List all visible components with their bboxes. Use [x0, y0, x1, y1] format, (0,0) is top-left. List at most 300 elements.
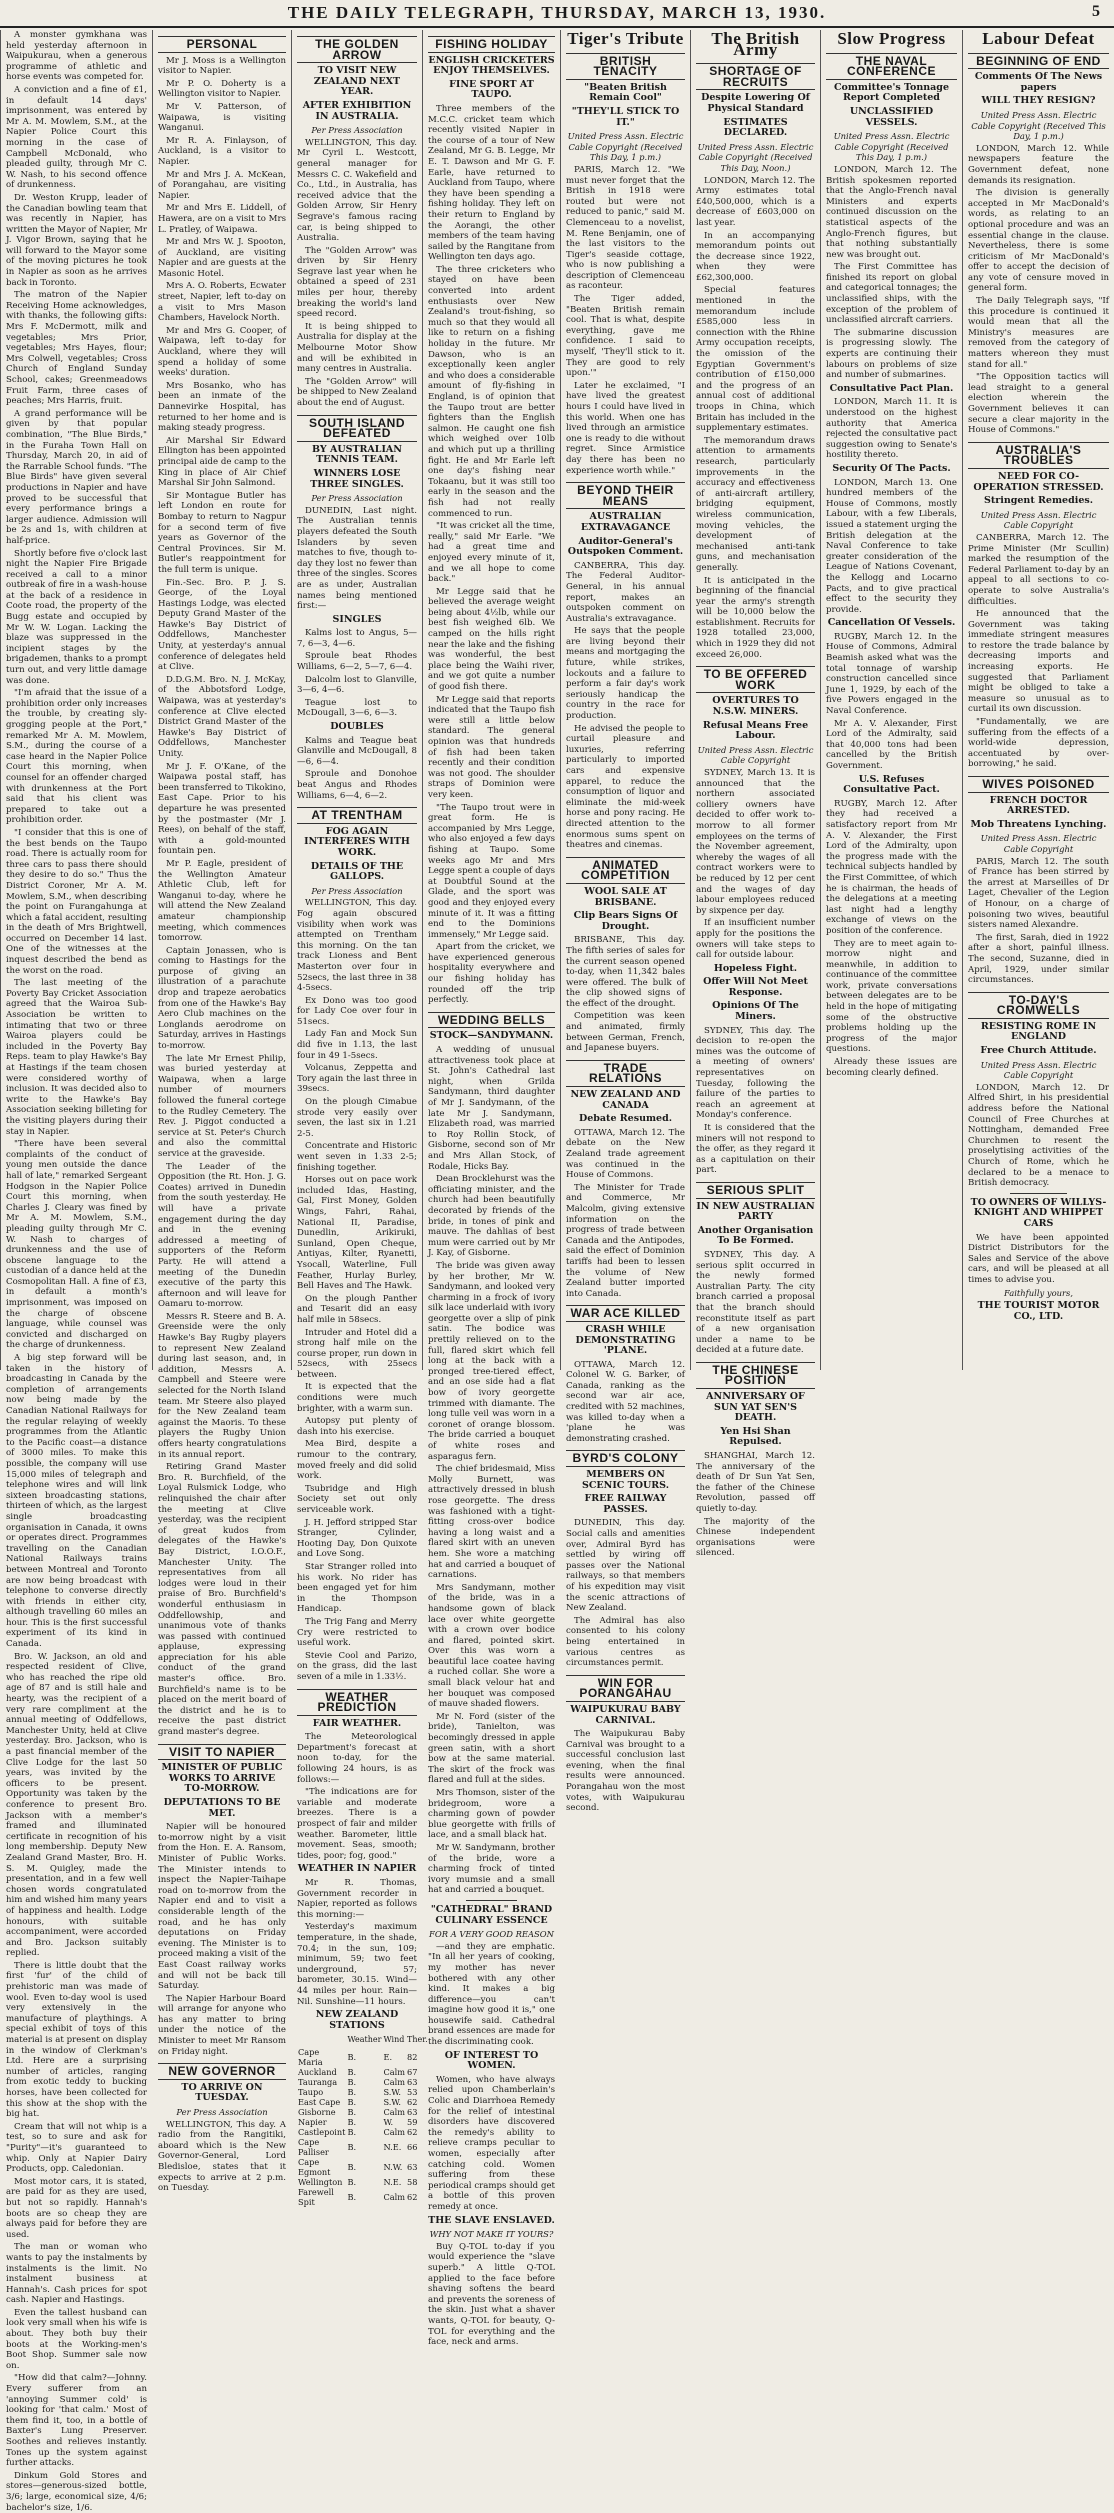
army-body	[696, 176, 815, 661]
local-news-list	[6, 30, 147, 2513]
war-ace-sub: CRASH WHILE DEMONSTRATING 'PLANE.	[575, 1323, 676, 1357]
paragraph: The first, Sarah, died in 1922 after a short, painful illness. The second, Suzanne, died in April, 1929, under similar circumstances.	[968, 932, 1109, 986]
paragraph: The Leader of the Opposition (the Rt. Hon. J. G. Coates) arrived in Dunedin from the south yesterday. He will have a private engagement during the day and in the evening addressed a meeting of supporters of the Reform Party. He will attend a meeting of the Dunedin executive of the party this afternoon and will leave for Oamaru to-morrow.	[158, 1161, 286, 1310]
table-cell: B.	[347, 2126, 357, 2137]
tennis-assoc: Per Press Association	[311, 493, 403, 504]
personal-heading: PERSONAL	[158, 36, 286, 53]
nz-stations-header-row	[297, 2034, 429, 2047]
divider	[466, 1900, 517, 1901]
means-sub: AUSTRALIAN EXTRAVAGANCE	[580, 511, 671, 533]
paragraph: Kalms lost to Angus, 5—7, 6—3, 4—6.	[297, 628, 417, 649]
paragraph: Mrs Thomson, sister of the bridegroom, wore a charming gown of powder blue georgette with frills of lace, and a small black hat.	[428, 1788, 555, 1841]
paragraph: Mr P. O. Doherty is a Wellington visitor to Napier.	[158, 78, 286, 100]
army-assoc: United Press Assn. Electric Cable Copyright (Received This Day, Noon.)	[697, 141, 814, 173]
table-cell: 62	[407, 2096, 418, 2107]
table-cell: 82	[407, 2051, 418, 2062]
table-cell: Wellington	[298, 2176, 343, 2187]
table-cell: B.	[347, 2141, 357, 2152]
paragraph: Already these issues are becoming clearly defined.	[826, 1057, 957, 1078]
paragraph: The Daily Telegraph says, "If this procedure is continued it would mean that all the Ministry's measures are removed from the category of matters whereon they must stand for all."	[968, 296, 1109, 370]
table-cell: B.	[347, 2191, 357, 2202]
labour-sub-2: Comments Of The News papers	[974, 71, 1103, 93]
table-cell: B.	[347, 2066, 357, 2077]
paragraph: Mr R. Thomas, Government recorder in Napier, reported as follows this morning:—	[297, 1878, 417, 1920]
cromwells-heading: TO-DAY'S CROMWELLS	[968, 992, 1109, 1019]
animated-sub-2: Clip Bears Signs Of Drought.	[573, 910, 678, 932]
wedding-body	[428, 1045, 555, 1896]
australia-body	[968, 533, 1109, 770]
paragraph: Stevie Cool and Parizo, on the grass, did the last seven of a mile in 1.33½.	[297, 1650, 417, 1682]
golden-arrow-assoc: Per Press Association	[311, 125, 403, 136]
paragraph: LONDON, March 12. While newspapers feature the Government defeat, none demands its resignation.	[968, 143, 1109, 186]
paragraph: It is being shipped to Australia for display at the Melbourne Motor Show and will be exhibited in many centres in Australia.	[297, 321, 417, 375]
column-cables-1	[560, 29, 690, 1814]
paragraph: —and they are emphatic. "In all her years of cooking, my mother has never bothered with any other kind. It makes a big difference—you can't imagine how good it is," one housewife said. Cathedral brand essences are made for the discriminating cook.	[428, 1941, 555, 2048]
labour-body	[968, 144, 1109, 436]
paragraph: Volcanus, Zeppetta and Tory again the last three in 39secs.	[297, 1063, 417, 1095]
paragraph: Autopsy put plenty of dash into his exercise.	[297, 1416, 417, 1437]
table-cell: B.	[347, 2116, 357, 2127]
labour-sub-3: WILL THEY RESIGN?	[981, 95, 1096, 107]
paragraph: CANBERRA, This day. The Federal Auditor-General, in his annual report, makes an outspoken comment on Australia's extravagance.	[566, 560, 685, 624]
hopeless-heading: Hopeless Fight.	[713, 962, 798, 974]
paragraph: Napier will be honoured to-morrow night by a visit from the Hon. E. A. Ransom, Minister of Public Works. The Minister intends to inspect the Napier-Taihape road on to-morrow from the Napier end and to visit a considerable length of the road, and he has only deputations on Friday evening. The Minister is to proceed making a visit of the East Coast railway works and will not be back till Saturday.	[158, 1822, 286, 1992]
paragraph: "How did that calm?—Johnny. Every sufferer from an 'annoying Summer cold' is looking for 'that calm.' Most of them find it, too, in a bottle of Baxter's Lung Preserver. Soothes and relieves instantly. Tones up the system against further attacks.	[6, 2373, 147, 2469]
cathedral-heading: "CATHEDRAL" BRAND CULINARY ESSENCE	[430, 1903, 553, 1926]
paragraph: Cream that will not whip is a test, so to sure and ask for "Purity"—it's guaranteed to whip. Only at Napier Dairy Products, opp. Caledonian.	[6, 2121, 147, 2175]
tiger-body	[566, 165, 685, 476]
paragraph: Captain Jonassen, who is coming to Hastings for the purpose of giving an illustration of a parachute drop and trapeze aerobatics from one of the Hawke's Bay Aero Club machines on the Longlands aerodrome on Saturday, arrives in Hastings to-morrow.	[158, 945, 286, 1052]
newspaper-title: THE DAILY TELEGRAPH, THURSDAY, MARCH 13, 1930.	[287, 3, 827, 22]
paragraph: The Meteorological Department's forecast at noon to-day, for the following 24 hours, is as follows:—	[297, 1732, 417, 1785]
paragraph: OTTAWA, March 12. The debate on the New Zealand trade agreement was continued in the House of Commons.	[566, 1127, 685, 1181]
paragraph: The Tiger added, "Beaten British remain cool. That is what, despite everything, gave me confidence. I said to myself, 'They'll stick to it. They are good to rely upon.'"	[566, 294, 685, 379]
army-sub-3: ESTIMATES DECLARED.	[723, 116, 788, 139]
tennis-doubles-list	[297, 736, 417, 802]
visit-subheading-2: DEPUTATIONS TO BE MET.	[163, 1797, 281, 1819]
paragraph: He says that the people are living beyond their means and mortgaging the future, while strikes, lockouts and a failure to perform a fair day's work seriously handicap the country in the race for production.	[566, 626, 685, 722]
cancel-heading: Cancellation Of Vessels.	[827, 617, 956, 629]
paragraph: Messrs R. Steere and B. A. Greenside were the only Hawke's Bay Rugby players to represent New Zealand during last season, and, in addition, Messrs A. Campbell and Steere were selected for the North Island team. Mr Steere also played for the New Zealand team against the Maoris. To these players the Rugby Union offers hearty congratulations in its annual report.	[158, 1311, 286, 1460]
australia-heading: AUSTRALIA'S TROUBLES	[968, 442, 1109, 469]
paragraph: Mr W. Sandymann, brother of the bride, wore a charming frock of tinted ivory mumsie and a small hat and carried a bouquet.	[428, 1842, 555, 1896]
paragraph: On the plough Panther and Tesarit did an easy half mile in 58secs.	[297, 1293, 417, 1325]
byrd-heading: BYRD'S COLONY	[566, 1450, 685, 1467]
interest-body	[428, 2075, 555, 2213]
tennis-sub: BY AUSTRALIAN TENNIS TEAM.	[312, 443, 402, 466]
nz-stations-table	[297, 2034, 429, 2207]
paragraph: Dr. Weston Krupp, leader of the Canadian bowling team that was recently in Napier, has written the Mayor of Napier, Mr J. Vigor Brown, saying that he will forward to the Mayor some of the moving pictures he took in Napier as soon as he arrives back in Toronto.	[6, 192, 147, 288]
paragraph: Dean Brocklehurst was the officiating minister, and the church had been beautifully decorated by friends of the bride, in tones of pink and mauve. The dahlias of best mum were carried out by Mr J. Kay, of Gisborne.	[428, 1174, 555, 1259]
table-row	[297, 2077, 429, 2087]
paragraph: "The Opposition tactics will lead straight to a general election wherein the Government believes it can secure a clear majority in the House of Commons."	[968, 372, 1109, 436]
war-ace-heading: WAR ACE KILLED	[566, 1305, 685, 1322]
wives-sub: FRENCH DOCTOR ARRESTED.	[989, 794, 1088, 817]
cathedral-sub: FOR A VERY GOOD REASON	[429, 1929, 554, 1940]
paragraph: "The Taupo trout were in great form. He is accompanied by Mrs Legge, who also enjoyed a few days fishing at Taupo. Some weeks ago Mr and Mrs Legge spent a couple of days at Doubtful Sound at the Glade, and the sport was good and they enjoyed every minute of it. It was a fitting end to the Dominions immensely," Mr Legge said.	[428, 802, 555, 940]
tennis-doubles-label: DOUBLES	[330, 721, 384, 733]
table-cell: N.E.	[383, 2141, 402, 2152]
table-cell: B.	[347, 2086, 357, 2097]
table-cell: W.	[383, 2116, 394, 2127]
advert-sign: Faithfully yours,	[1003, 1287, 1074, 1298]
slow-sub-2: Committee's Tonnage Report Completed	[833, 81, 949, 104]
visit-subheading: MINISTER OF PUBLIC WORKS TO ARRIVE TO-MORROW.	[161, 1762, 283, 1795]
paragraph: "Fundamentally, we are suffering from the effects of a world-wide depression, accentuated by over-borrowing," he said.	[968, 717, 1109, 770]
offered-body	[696, 768, 815, 961]
paragraph: Intruder and Hotel did a strong half mile on the course proper, run down in 52secs, with 25secs between.	[297, 1327, 417, 1380]
column-personal	[152, 30, 291, 2194]
table-cell: 53	[407, 2086, 418, 2097]
cromwells-sub-2: Free Church Attitude.	[980, 1045, 1097, 1057]
golden-arrow-heading: THE GOLDEN ARROW	[297, 36, 417, 63]
paragraph: The "Golden Arrow" was driven by Sir Henry Segrave last year when he obtained a speed of 231 miles per hour, thereby breaking the world's land speed record.	[297, 245, 417, 320]
napier-weather-body	[297, 1878, 417, 2007]
trentham-sub-2: DETAILS OF THE GALLOPS.	[310, 860, 404, 883]
page-number: 5	[1092, 3, 1100, 20]
slow-heading: Slow Progress	[837, 29, 946, 48]
paragraph: Mr A. V. Alexander, First Lord of the Admiralty, said that 40,000 tons had been cancelled by the British Government.	[826, 718, 957, 771]
paragraph: It is anticipated in the beginning of the financial year the army's strength will be 10,000 below the establishment. Recruits for 1928 totalled 23,000, which in 1929 they did not exceed 26,000.	[696, 575, 815, 660]
paragraph: J. H. Jefford stripped Star Stranger, Cylinder, Hooting Day, Don Quixote and Love Song.	[297, 1517, 417, 1560]
visit-heading: VISIT TO NAPIER	[158, 1744, 286, 1761]
labour-heading: Labour Defeat	[982, 29, 1095, 48]
paragraph: WELLINGTON, This day. Mr Cyril L. Westcott, general manager for Messrs C. C. Wakefield and Co., Ltd., in Australia, has received advice that the Golden Arrow, Sir Henry Segrave's famous racing car, is being shipped to Australia.	[297, 137, 417, 244]
table-cell: B.	[347, 2076, 357, 2087]
paragraph: CANBERRA, March 12. The Prime Minister (Mr Scullin) marked the resumption of the Federal Parliament to-day by an appeal to all sections to co-operate to solve Australia's difficulties.	[968, 532, 1109, 607]
cancel-body	[826, 632, 957, 772]
table-row	[297, 2127, 429, 2137]
paragraph: Buy Q-TOL to-day if you would experience the "slave superb." A little Q-TOL applied to the face before shaving softens the beard and prevents the soreness of the skin. Just what a shaver wants, Q-TOL for beauty, Q-TOL for everything and the face, neck and arms.	[428, 2241, 555, 2348]
army-sub: SHORTAGE OF RECRUITS	[696, 63, 815, 90]
cathedral-body	[428, 1942, 555, 2048]
paragraph: BRISBANE, This day. The fifth series of sales for the current season opened to-day, when 11,342 bales were offered. The bulk of the clip showed signs of the effect of the drought.	[566, 935, 685, 1009]
trentham-sub: FOG AGAIN INTERFERES WITH WORK.	[304, 825, 410, 858]
fishing-sub-2: FINE SPORT AT TAUPO.	[449, 78, 534, 101]
security-heading: Security Of The Pacts.	[832, 462, 951, 474]
war-ace-body	[566, 1360, 685, 1445]
paragraph: Apart from the cricket, we have experienced generous hospitality everywhere and our fishing holiday has rounded off the trip perfectly.	[428, 942, 555, 1006]
paragraph: LONDON, March 12. The British spokesmen reported that the Anglo-French naval Ministers and experts continued discussion on the statistical aspects of the Anglo-French figures, but that nothing substantially new was brought out.	[826, 164, 957, 260]
paragraph: Concentrate and Historic went seven in 1.33 2-5; finishing together.	[297, 1141, 417, 1173]
paragraph: Mr Legge said that reports indicated that the Taupo fish were still a little below standard. The general opinion was that hundreds of fish had been taken recently and their condition was not good. The shoulder straps of Dominion were very keen.	[428, 694, 555, 800]
table-cell: B.	[347, 2106, 357, 2117]
tiger-heading: Tiger's Tribute	[567, 29, 684, 48]
paragraph: He announced that the Government was taking immediate stringent measures to restore the trade balance by decreasing imports and increasing exports. He suggested that Parliament might be obliged to take a measure so unusual as to curtail its own discussion.	[968, 609, 1109, 715]
column-cables-2	[690, 29, 820, 1559]
slow-assoc: United Press Assn. Electric Cable Copyright (Received This Day, 1 p.m.)	[833, 131, 950, 163]
split-sub: IN NEW AUSTRALIAN PARTY	[696, 1200, 815, 1223]
paragraph: LONDON, March 13. One hundred members of the House of Commons, mostly Labour, with a few Liberals, issued a statement urging the British delegation at the Naval Conference to take greater consideration of the League of Nations Covenant, the Kellogg and Locarno Pacts, and to give practical effect to the security they provide.	[826, 477, 957, 615]
column-local-news	[0, 30, 152, 2513]
paragraph: The chief bridesmaid, Miss Molly Burnett, was attractively dressed in blush rose georgette. The dress was fashioned with a tight-fitting cross-over bodice having a long waist and a flared skirt with an uneven hem. She wore a matching hat and carried a bouquet of carnations.	[428, 1464, 555, 1581]
tennis-heading: SOUTH ISLAND DEFEATED	[297, 415, 417, 442]
split-body	[696, 1250, 815, 1356]
table-cell: S.W.	[383, 2096, 401, 2107]
trentham-body	[297, 898, 417, 1682]
split-sub-2: Another Organisation To Be Formed.	[697, 1224, 814, 1247]
tennis-body	[297, 506, 417, 612]
paragraph: Mrs A. O. Roberts, Ecwater street, Napier, left to-day on a visit to Mrs Mason Chambers, Havelock North.	[158, 281, 286, 324]
paragraph: Horses out on pace work included Idas, Hasting, Gal, First Money, Golden Wings, Fahri, Rahai, National II, Paradise, Dunedlin, Arikiruki, Sunland, Open Cheque, Antiyas, Kilter, Ryanetti, Ysocall, Waterline, Full Feather, Hurlay Burley, Bell Haves and The Hawk.	[297, 1175, 417, 1292]
consult-heading: Consultative Pact Plan.	[829, 382, 954, 394]
table-row	[297, 2087, 429, 2097]
means-body	[566, 561, 685, 851]
wives-heading: WIVES POISONED	[968, 776, 1109, 793]
paragraph: The "Golden Arrow" will be shipped to New Zealand about the end of August.	[297, 376, 417, 408]
paragraph: Teague lost to McDougall, 3—6, 6—3.	[297, 697, 417, 719]
table-cell: Castlepoint	[298, 2126, 346, 2137]
slow-sub-3: UNCLASSIFIED VESSELS.	[849, 105, 934, 128]
paragraph: It is expected that the conditions were much brighter, with a warm sun.	[297, 1382, 417, 1414]
table-cell: 58	[407, 2176, 418, 2187]
wives-body	[968, 857, 1109, 986]
paragraph: A wedding of unusual attractiveness took place at St. John's Cathedral last night, when Grilda Sandymann, third daughter of Mr J. Sandymann, of the late Mr J. Sandymann, Elizabeth road, was married to Roy Rollin Stock, of Gisborne, second son of Mr and Mrs Allan Stock, of Rodale, Hicks Bay.	[428, 1045, 555, 1172]
table-cell: 67	[407, 2066, 418, 2077]
cromwells-body	[968, 1083, 1109, 1189]
wives-sub-2: Mob Threatens Lynching.	[970, 818, 1107, 830]
chinese-heading: THE CHINESE POSITION	[696, 1362, 815, 1389]
paragraph: A big step forward will be taken in the history of broadcasting in Canada by the completion of arrangements now being made by the Canadian National Railways for the regular relaying of weekly programmes from the Atlantic to the Pacific coast—a distance of 3000 miles. To make this possible, the company will use 15,000 miles of telegraph and telephone wires and will link sixteen broadcasting stations, thirteen of which, as the largest single broadcasting organisation in Canada, it owns or operates direct. Programmes travelling on the Canadian National Railways trains between Montreal and Toronto are now being broadcast with telephone to converse directly with friends in either city, although travelling 60 miles an hour. This is the first successful experiment of its kind in Canada.	[6, 1353, 147, 1650]
offered-assoc: United Press Assn. Electric Cable Copyright	[697, 744, 814, 766]
table-row	[297, 2157, 429, 2177]
paragraph: SHANGHAI, March 12. The anniversary of the death of Dr Sun Yat Sen, the father of the Chinese Revolution, passed off quietly to-day.	[696, 1451, 815, 1514]
chinese-sub-2: Yen Hsi Shan Repulsed.	[720, 1425, 791, 1448]
table-cell: B.	[347, 2096, 357, 2107]
paragraph: "It was cricket all the time, really," said Mr Earle. "We had a great time and enjoyed every minute of it, and we all hope to come back."	[428, 521, 555, 585]
trade-body	[566, 1128, 685, 1300]
table-cell: Gisborne	[298, 2106, 336, 2117]
golden-arrow-sub: TO VISIT NEW ZEALAND NEXT YEAR.	[313, 65, 401, 98]
offered-sub: OVERTURES TO N.S.W. MINERS.	[712, 695, 799, 718]
slave-sub: WHY NOT MAKE IT YOURS?	[429, 2229, 554, 2240]
table-cell: Calm	[383, 2076, 405, 2087]
table-cell: Napier	[298, 2116, 327, 2127]
advert-company: THE TOURIST MOTOR CO., LTD.	[977, 1300, 1100, 1322]
paragraph: Star Stranger rolled into his work. No rider has been engaged yet for him in the Thompson Handicap.	[297, 1561, 417, 1615]
security-body	[826, 478, 957, 616]
paragraph: LONDON, March 11. It is understood on the highest authority that America rejected the consultative pact suggestion owing to Senate's hostility thereto.	[826, 397, 957, 461]
byrd-sub-2: FREE RAILWAY PASSES.	[584, 1493, 667, 1515]
table-cell: East Cape	[298, 2096, 341, 2107]
porangahau-heading: WIN FOR PORANGAHAU	[566, 1675, 685, 1702]
golden-arrow-sub-2: AFTER EXHIBITION IN AUSTRALIA.	[302, 99, 412, 122]
paragraph: The Minister for Trade and Commerce, Mr Malcolm, giving extensive information on the progress of trade between Canada and the Antipodes, said the effect of Dominion tariffs had been to lessen the volume of New Zealand butter imported into Canada.	[566, 1182, 685, 1299]
paragraph: D.D.G.M. Bro. N. J. McKay, of the Abbotsford Lodge, Waipawa, was at yesterday's conference at Clive elected District Grand Master of the Hawke's Bay District of Oddfellows, Manchester Unity.	[158, 674, 286, 759]
personal-list	[158, 56, 286, 1738]
table-row	[297, 2047, 429, 2067]
paragraph: SYDNEY, This day. A serious split occurred in the newly formed Australian Party. The city branch carried a proposal that the branch should reconstitute itself as part of a new organisation under a name to be decided at a future date.	[696, 1249, 815, 1356]
paragraph: Lady Fan and Mock Sun did five in 1.13, the last four in 49 1-5secs.	[297, 1029, 417, 1061]
table-header-cell	[297, 2034, 346, 2047]
table-row	[297, 2107, 429, 2117]
paragraph: Sproule and Donohoe beat Angus and Rhodes Williams, 6—4, 6—2.	[297, 769, 417, 801]
governor-assoc: Per Press Association	[176, 2107, 268, 2118]
byrd-body	[566, 1518, 685, 1668]
animated-heading: ANIMATED COMPETITION	[566, 857, 685, 884]
tiger-assoc: United Press Assn. Electric Cable Copyright (Received This Day, 1 p.m.)	[567, 131, 684, 163]
table-row	[297, 2097, 429, 2107]
paragraph: Tsubridge and High Society set out only serviceable work.	[297, 1483, 417, 1515]
chinese-sub: ANNIVERSARY OF SUN YAT SEN'S DEATH.	[706, 1391, 805, 1424]
cromwells-assoc: United Press Assn. Electric Cable Copyright	[980, 1059, 1097, 1081]
paragraph: The bride was given away by her brother, Mr W. Sandymann, and looked very charming in a frock of ivory silk lace underlaid with ivory georgette over a slip of pink satin. The bodice was prettily relieved on to the full, flared skirt which fell long at the back with a pronged tree-tiered effect, and an ose side had a flat bow of ivory georgette trimmed with diamante. The long tulle veil was worn in a coronet of orange blossom. The bride carried a bouquet of white roses and asparagus fern.	[428, 1260, 555, 1462]
paragraph: The late Mr Ernest Philip, was buried yesterday at Waipawa, when a large number of mourners followed the funeral cortege to the Rudley Cemetery. The Rev. J. Piggot conducted a service at St. Peter's Church and also the committal service at the graveside.	[158, 1053, 286, 1159]
paragraph: SYDNEY, This day. The decision to re-open the mines was the outcome of a meeting of owners' representatives on Tuesday, following the failure of the parties to reach an agreement at Monday's conference.	[696, 1025, 815, 1121]
tennis-sub-2: WINNERS LOSE THREE SINGLES.	[310, 467, 404, 490]
paragraph: Yesterday's maximum temperature, in the shade, 70.4; in the sun, 109; minimum, 59; two feet underground, 57; barometer, 30.15. Wind—44 miles per hour. Rain—Nil. Sunshine—11 hours.	[297, 1922, 417, 2007]
paragraph: WELLINGTON, This day. Fog again obscured visibility when work was attempted on Trentham this morning. On the tan track Lioness and Bent Masterton over four in 52secs, the last three in 38 4-5secs.	[297, 898, 417, 994]
labour-assoc: United Press Assn. Electric Cable Copyright (Received This Day, 1 p.m.)	[971, 109, 1106, 142]
paragraph: The majority of the Chinese independent organisations were silenced.	[696, 1516, 815, 1559]
paragraph: Mr P. Eagle, president of the Wellington Amateur Athletic Club, left for Wanganui to-day, where he will attend the New Zealand amateur championship meeting, which commences tomorrow.	[158, 858, 286, 944]
table-header-cell: Wind	[383, 2035, 405, 2045]
table-row	[297, 2137, 429, 2157]
slave-heading: THE SLAVE ENSLAVED.	[428, 2214, 555, 2226]
paragraph: Retiring Grand Master Bro. R. Burchfield, of the Loyal Rulsmick Lodge, who relinquished the chair after the meeting at Clive yesterday, was the recipient of great kudos from delegates of the Hawke's Bay District, I.O.O.F., Manchester Unity. The representatives from all lodges were loud in their praise of Bro. Burchfield's wonderful enthusiasm in Oddfellowship, and unanimous vote of thanks was passed with continued applause, expressing appreciation for his able conduct of the grand master's office. Bro. Burchfield's name is to be placed on the merit board of the district and he is to receive the past district grand master's degree.	[158, 1462, 286, 1738]
paragraph: "There have been several complaints of the conduct of young men outside the dance hall of late," remarked Sergeant Hodgson in the Napier Police Court this morning, when Charles J. Cleary was fined by Mr A. M. Mowlem, S.M., pleading guilty through Mr C. W. Nash to charges of drunkenness and the use of obscene language to the custodian of a dance held at the Cosmopolitan Hall. A fine of £3, in default a month's imprisonment, was imposed on the charge of obscene language, while counsel was convicted and discharged on the charge of drunkenness.	[6, 1139, 147, 1351]
paragraph: PARIS, March 12. The south of France has been stirred by the arrest at Marseilles of Dr Laget, Chevalier of the Legion of Honour, on a charge of poisoning two wives, beautiful sisters named Alexandre.	[968, 856, 1109, 931]
wedding-heading: WEDDING BELLS	[428, 1012, 555, 1029]
table-row	[297, 2067, 429, 2077]
trade-sub-2: Debate Resumed.	[578, 1113, 673, 1125]
paragraph: The last meeting of the Poverty Bay Cricket Association agreed that the Wairoa Sub-Association be written to intimating that two or three Wairoa players could be included in the Poverty Bay Reps. team to play Hawke's Bay at Hastings if the team chosen were considered worthy of inclusion. It was decided also to write to the Hawke's Bay Association seeking billeting for the visiting players during their stay in Napier.	[6, 978, 147, 1137]
paragraph: Dinkum Gold Stores and stores—generous-sized bottle, 3/6; large, economical size, 4/6; bachelor's size, 1/6.	[6, 2470, 147, 2513]
table-cell: B.	[347, 2051, 357, 2062]
paragraph: The three cricketers who stayed on have been converted into ardent enthusiasts over New Zealand's trout-fishing, so much so that they would all like to return on a fishing holiday in the future. Mr Dawson, who is an exceptionally keen angler and who does a considerable amount of fly-fishing in England, is of opinion that the Taupo trout are better fighters than the English salmon. He caught one fish which weighed over 10lb and which put up a thrilling fight. He and Mr Earle left one day's fishing near Tokaanu, but it was still too early in the season and the fish had not really commenced to run.	[428, 264, 555, 519]
table-cell: 63	[407, 2106, 418, 2117]
table-cell: Cape Egmont	[298, 2156, 331, 2177]
paragraph: Sir Montague Butler has left London en route for Bombay to return to Nagpur for a second term of five years as Governor of the Central Provinces. Sir M. Butler's reappointment for the full term is unique.	[158, 490, 286, 575]
tennis-singles-list	[297, 628, 417, 719]
paragraph: Three members of the M.C.C. cricket team which recently visited Napier in the course of a tour of New Zealand, Mr G. B. Legge, Mr E. T. Dawson and Mr G. F. Earle, have returned to Auckland from Taupo, where they have been spending a fishing holiday. They left on their return to England by the Aorangi, the other members of the team having sailed by the Rangitane from Wellington ten days ago.	[428, 103, 555, 263]
paragraph: DUNEDIN, Last night. The Australian tennis players defeated the South Islanders by seven matches to five, though to-day they lost no fewer than three of the singles. Scores are as under, Australian names being mentioned first:—	[297, 505, 417, 612]
paragraph: Dalcolm lost to Glanville, 3—6, 4—6.	[297, 674, 417, 696]
paragraph: The Napier Harbour Board will arrange for anyone who has any matter to bring under the notice of the Minister to meet Mr Ransom on Friday night.	[158, 1993, 286, 2057]
paragraph: "I'm afraid that the issue of a prohibition order only increases the trouble, by creating sly-grogging people at the Port," remarked Mr A. M. Mowlem, S.M., during the course of a case heard in the Napier Police Court this morning, when counsel for an offender charged with drunkenness at the Port said that his client was prepared to take out a prohibition order.	[6, 688, 147, 826]
divider	[1010, 1193, 1066, 1194]
table-cell: 66	[407, 2141, 418, 2152]
table-cell: Cape Maria	[298, 2046, 323, 2067]
paragraph: On the plough Cimabue strode very easily over seven, the last six in 1.21 2-5.	[297, 1097, 417, 1139]
tiger-sub-3: "THEY'LL STICK TO IT."	[571, 105, 680, 128]
table-cell: 62	[407, 2126, 418, 2137]
means-sub-2: Auditor-General's Outspoken Comment.	[567, 535, 684, 558]
australia-sub: NEED FOR CO-OPERATION STRESSED.	[973, 470, 1104, 493]
table-cell: Farewell Spit	[298, 2186, 334, 2207]
slow-body	[826, 165, 957, 381]
offered-heading: TO BE OFFERED WORK	[696, 666, 815, 693]
paragraph: Special features mentioned in the memorandum include £585,000 less in connection with the Rhine Army occupation receipts, the omission of the Egyptian Government's contribution of £150,000 and the progress of an annual cost of additional troops in China, which Britain has included in the supplementary estimates.	[696, 285, 815, 434]
trentham-assoc: Per Press Association	[311, 885, 403, 896]
split-heading: SERIOUS SPLIT	[696, 1182, 815, 1199]
table-cell: E.	[383, 2051, 393, 2062]
governor-subheading: TO ARRIVE ON TUESDAY.	[181, 2081, 263, 2104]
trade-heading: TRADE RELATIONS	[566, 1060, 685, 1087]
us-refuse-heading: U.S. Refuses Consultative Pact.	[843, 773, 940, 796]
table-cell: Calm	[383, 2126, 405, 2137]
paragraph: OTTAWA, March 12. Colonel W. G. Barker, of Canada, ranking as the second war air ace, credited with 52 machines, was killed to-day when a 'plane he was demonstrating crashed.	[566, 1359, 685, 1444]
paragraph: There is little doubt that the first 'fur' of the child of prehistoric man was made of wool. Even to-day wool is used very extensively in the manufacture of playthings. A special exhibit of toys of this material is at present on display in the window of Clerkman's Ltd. Here are a surprising number of articles, ranging from exotic teddy to bucking horses, have been collected for this show at the shop with the big hat.	[6, 1960, 147, 2120]
paragraph: He advised the people to curtail pleasure and luxuries, referring particularly to imported cars and expensive apparel, to reduce the consumption of liquor and eliminate the mid-week horse and pony racing. He directed attention to the enormous sums spent on theatres and cinemas.	[566, 723, 685, 851]
paragraph: A grand performance will be given by that popular combination, "The Blue Birds," in the Furaha Town Hall on Thursday, March 20, in aid of the Rarrable School funds. "The Blue Birds" have given several productions in Napier and have proved to be successful that every performance brings a larger audience. Admission will be 2s and 1s, with children at half-price.	[6, 408, 147, 546]
table-header-cell: Weather	[347, 2035, 382, 2045]
paragraph: WELLINGTON, This day. A radio from the Rangitiki, aboard which is the New Governor-General, Lord Bledisloe, states that it expects to arrive at 2 p.m. on Tuesday.	[158, 2119, 286, 2194]
hopeless-sub-2: Opinions Of The Miners.	[712, 1000, 799, 1023]
cromwells-sub: RESISTING ROME IN ENGLAND	[980, 1020, 1097, 1043]
paragraph: SYDNEY, March 13. It is announced that the northern associated colliery owners have decided to offer work to-morrow to all former employees on the terms of the November agreement, whereby the wages of all contract workers were to be reduced by 12 per cent and the wages of day labour employees reduced by sixpence per day.	[696, 768, 815, 916]
table-cell: 63	[407, 2076, 418, 2087]
paragraph: The submarine discussion is progressing slowly. The experts are continuing their labours on problems of size and number of submarines.	[826, 327, 957, 381]
paragraph: DUNEDIN, This day. Social calls and amenities over, Admiral Byrd has settled by wiring off passes over the National railways, so that members of his expedition may visit the scenic attractions of New Zealand.	[566, 1518, 685, 1614]
us-refuse-body	[826, 799, 957, 1078]
porangahau-sub: WAIPUKURAU BABY CARNIVAL.	[570, 1703, 681, 1726]
paragraph: "I consider that this is one of the best bends on the Taupo road. There is actually room for three cars to pass there should they desire to do so." Thus the District Coroner, Mr A. M. Mowlem, S.M., when describing the point on Furangahunga at which a fatal accident, resulting in the death of Mrs Brightwell, occurred on December 14 last. One of the witnesses at the inquest described the bend as the worst on the road.	[6, 827, 147, 976]
paragraph: The First Committee has finished its report on global and categorical tonnages; the unclassified ships, with the exception of the problem of unclassified aircraft carriers.	[826, 262, 957, 326]
animated-body	[566, 935, 685, 1054]
column-features	[422, 30, 560, 2348]
paragraph: LONDON, March 12. Dr Alfred Shirt, in his presidential address before the National Council of Free Churches at Nottingham, demanded Free Churchmen to resent the proselytising activities of the Church of Rome, which he declared to be a menace to British democracy.	[968, 1082, 1109, 1189]
table-row	[297, 2187, 429, 2207]
column-sport	[291, 30, 428, 2207]
paragraph: Mr J. Moss is a Wellington visitor to Napier.	[158, 55, 286, 77]
paragraph: Fin.-Sec. Bro. P. J. S. George, of the Loyal Hastings Lodge, was elected Deputy Grand Master of the Hawke's Bay District of Oddfellows, Manchester Unity, at yesterday's annual conference of delegates held at Clive.	[158, 577, 286, 673]
table-cell: Calm	[383, 2066, 405, 2077]
table-cell: B.	[347, 2161, 357, 2172]
offered-sub-2: Refusal Means Free Labour.	[702, 719, 809, 742]
consult-body	[826, 397, 957, 461]
paragraph: The matron of the Napier Receiving Home acknowledges, with thanks, the following gifts: Mrs F. McDermott, milk and vegetables; Mrs Prior, vegetables; Mrs Hayes, flour; Mrs Colwell, vegetables; Cross Church of England Sunday School, cakes; Greenmeadows Fruit Farm, three cases of peaches; Mrs Harris, fruit.	[6, 290, 147, 407]
table-header-cell: Ther.	[407, 2035, 428, 2045]
advert-title: TO OWNERS OF WILLYS-KNIGHT AND WHIPPET CARS	[970, 1196, 1107, 1229]
paragraph: In an accompanying memorandum points out the decrease since 1922, when they were £62,300,000.	[696, 230, 815, 283]
paragraph: Mr V. Patterson, of Waipawa, is visiting Wanganui.	[158, 101, 286, 134]
table-cell: S.W.	[383, 2086, 401, 2097]
slave-body	[428, 2242, 555, 2348]
means-heading: BEYOND THEIR MEANS	[566, 482, 685, 509]
paragraph: If an insufficient number apply for the positions the owners will take steps to call for outside labour.	[696, 918, 815, 961]
paragraph: RUGBY, March 12. After they had received a satisfactory report from Mr A. V. Alexander, the First Lord of the Admiralty, upon the progress made with the technical subjects handled by the First Committee, of which he is chairman, the heads of the delegations at a meeting last night had a lengthy exchange of views on the position of the conference.	[826, 798, 957, 936]
governor-heading: NEW GOVERNOR	[158, 2063, 286, 2080]
table-cell: Taupo	[298, 2086, 324, 2097]
paragraph: The memorandum draws attention to armaments research, particularly improvements in the accuracy and effectiveness of anti-aircraft artillery, bridging equipment, wireless communication, moving vehicles, the development of mechanised anti-tank guns, and mechanisation generally.	[696, 435, 815, 573]
paragraph: Competition was keen and animated, firmly between German, French, and Japanese buyers.	[566, 1011, 685, 1054]
wives-assoc: United Press Assn. Electric Cable Copyright	[980, 833, 1097, 854]
paragraph: Mrs Bosanko, who has been an inmate of the Dannevirke Hospital, has returned to her home and is making steady progress.	[158, 380, 286, 434]
nz-stations-heading: NEW ZEALAND STATIONS	[315, 2009, 399, 2031]
paragraph: A monster gymkhana was held yesterday afternoon in Waipukurau, when a generous programme of athletic and horse events was competed for.	[6, 30, 147, 83]
paragraph: The Admiral has also consented to his colony being entertained in various centres as circumstances permit.	[566, 1615, 685, 1669]
table-row	[297, 2177, 429, 2187]
paragraph: Women, who have always relied upon Chamberlain's Colic and Diarrhoea Remedy for the relief of intestinal disorders have discovered the remedy's ability to relieve cramps peculiar to women, especially after catching cold. Women suffering from these periodical cramps should get a bottle of this proven remedy at once.	[428, 2074, 555, 2212]
governor-body	[158, 2120, 286, 2194]
fishing-body	[428, 104, 555, 1006]
fishing-sub: ENGLISH CRICKETERS ENJOY THEMSELVES.	[428, 54, 555, 77]
paragraph: The Trig Fang and Merry Cry were restricted to useful work.	[297, 1616, 417, 1649]
paragraph: "The indications are for variable and moderate breezes. There is a prospect of fair and milder weather. Barometer, little movement. Seas, smooth; tides, poor; fog, good."	[297, 1787, 417, 1861]
army-heading: The British Army	[711, 29, 800, 59]
tiger-sub: BRITISH TENACITY	[566, 53, 685, 80]
table-cell: 63	[407, 2161, 418, 2172]
paragraph: Mea Bird, despite a rumour to the contrary, moved freely and did solid work.	[297, 1439, 417, 1482]
table-cell: Calm	[383, 2106, 405, 2117]
trade-sub: NEW ZEALAND AND CANADA	[570, 1089, 681, 1111]
table-cell: 59	[407, 2116, 418, 2127]
paragraph: RUGBY, March 12. In the House of Commons, Admiral Beamish asked what was the total tonnage of warship construction cancelled since June 1, 1929, by each of the five Powers engaged in the Naval Conference.	[826, 631, 957, 717]
masthead	[0, 0, 1114, 28]
porangahau-body	[566, 1729, 685, 1814]
table-cell: Tauranga	[298, 2076, 338, 2087]
